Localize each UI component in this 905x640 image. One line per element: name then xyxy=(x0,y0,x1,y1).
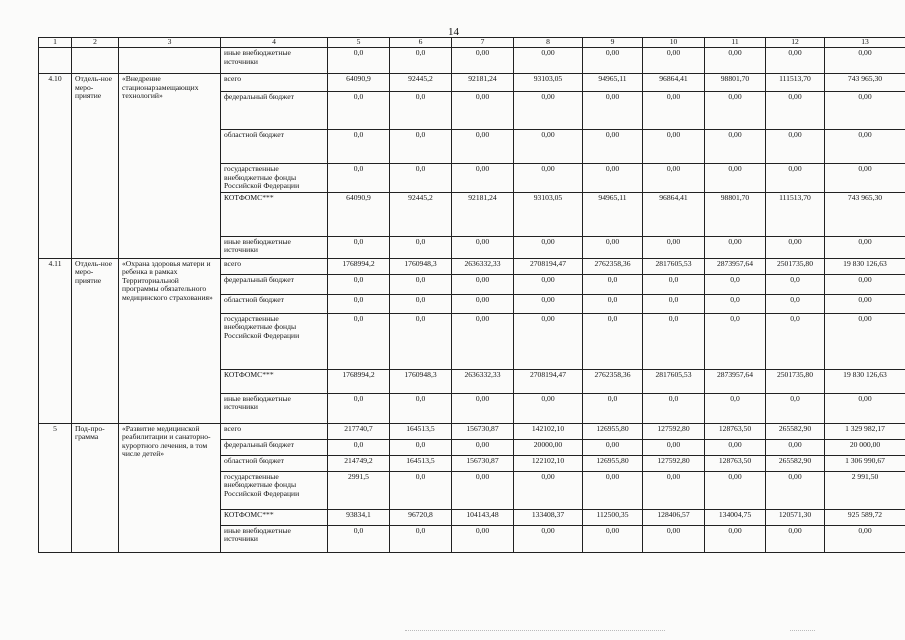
value-cell: 0,00 xyxy=(643,164,705,193)
name-cell: «Внедрение стационарзамещающих технологий» xyxy=(119,74,221,259)
value-cell: 0,00 xyxy=(643,471,705,509)
value-cell: 0,0 xyxy=(766,294,825,313)
table-row xyxy=(39,74,905,92)
value-cell: 0,0 xyxy=(390,130,452,164)
value-cell: 0,00 xyxy=(452,130,514,164)
value-cell: 0,0 xyxy=(390,164,452,193)
value-cell: 0,00 xyxy=(766,164,825,193)
value-cell: 0,0 xyxy=(643,393,705,423)
value-cell: 112500,35 xyxy=(583,509,643,525)
type-cell: Отдель-ное меро-приятие xyxy=(72,258,119,423)
value-cell: 0,00 xyxy=(514,525,583,552)
value-cell: 0,00 xyxy=(452,92,514,130)
value-cell: 0,0 xyxy=(390,92,452,130)
value-cell: 96864,41 xyxy=(643,192,705,236)
value-cell: 64090,9 xyxy=(328,74,390,92)
value-cell: 2 991,50 xyxy=(825,471,905,509)
value-cell: 925 589,72 xyxy=(825,509,905,525)
value-cell: 0,00 xyxy=(514,236,583,258)
value-cell: 2501735,80 xyxy=(766,369,825,393)
value-cell: 0,00 xyxy=(583,48,643,74)
value-cell: 1 329 982,17 xyxy=(825,423,905,439)
code-cell: 5 xyxy=(39,423,72,552)
value-cell: 2991,5 xyxy=(328,471,390,509)
value-cell: 111513,70 xyxy=(766,192,825,236)
value-cell: 2708194,47 xyxy=(514,369,583,393)
value-cell: 0,0 xyxy=(328,525,390,552)
value-cell: 0,0 xyxy=(390,393,452,423)
value-cell: 0,00 xyxy=(514,393,583,423)
source-cell: всего xyxy=(221,74,328,92)
value-cell: 2636332,33 xyxy=(452,369,514,393)
value-cell: 217740,7 xyxy=(328,423,390,439)
value-cell: 0,00 xyxy=(452,236,514,258)
column-number: 8 xyxy=(514,38,583,48)
value-cell: 2762358,36 xyxy=(583,369,643,393)
value-cell: 98801,70 xyxy=(705,74,766,92)
value-cell: 0,0 xyxy=(390,236,452,258)
value-cell: 0,00 xyxy=(643,130,705,164)
value-cell: 0,0 xyxy=(583,294,643,313)
value-cell: 0,0 xyxy=(390,439,452,455)
value-cell: 0,00 xyxy=(583,236,643,258)
value-cell: 0,00 xyxy=(583,92,643,130)
value-cell: 0,00 xyxy=(643,92,705,130)
value-cell: 0,00 xyxy=(514,294,583,313)
source-cell: всего xyxy=(221,258,328,274)
value-cell: 0,00 xyxy=(766,236,825,258)
value-cell: 98801,70 xyxy=(705,192,766,236)
value-cell: 0,0 xyxy=(328,313,390,369)
column-number-row xyxy=(39,38,905,48)
value-cell: 104143,48 xyxy=(452,509,514,525)
column-number: 4 xyxy=(221,38,328,48)
value-cell: 0,00 xyxy=(705,164,766,193)
value-cell: 0,0 xyxy=(390,48,452,74)
value-cell: 0,00 xyxy=(452,439,514,455)
code-cell xyxy=(39,48,72,74)
type-cell xyxy=(72,48,119,74)
scan-artifact xyxy=(790,630,815,631)
value-cell: 0,0 xyxy=(643,294,705,313)
value-cell: 93103,05 xyxy=(514,192,583,236)
value-cell: 94965,11 xyxy=(583,74,643,92)
column-number: 3 xyxy=(119,38,221,48)
table-row xyxy=(39,423,905,439)
value-cell: 0,00 xyxy=(452,48,514,74)
value-cell: 122102,10 xyxy=(514,455,583,471)
value-cell: 0,0 xyxy=(705,294,766,313)
value-cell: 0,00 xyxy=(705,471,766,509)
value-cell: 127592,80 xyxy=(643,423,705,439)
source-cell: областной бюджет xyxy=(221,130,328,164)
value-cell: 0,0 xyxy=(328,130,390,164)
value-cell: 0,0 xyxy=(328,164,390,193)
value-cell: 2817605,53 xyxy=(643,258,705,274)
name-cell: «Охрана здоровья матери и ребенка в рамках Территориальной программы обязательного медицинского страхования» xyxy=(119,258,221,423)
code-cell: 4.11 xyxy=(39,258,72,423)
source-cell: федеральный бюджет xyxy=(221,92,328,130)
column-number: 10 xyxy=(643,38,705,48)
value-cell: 20 000,00 xyxy=(825,439,905,455)
value-cell: 92445,2 xyxy=(390,74,452,92)
value-cell: 1 306 990,67 xyxy=(825,455,905,471)
source-cell: государственные внебюджетные фонды Российской Федерации xyxy=(221,313,328,369)
value-cell: 1760948,3 xyxy=(390,258,452,274)
value-cell: 0,00 xyxy=(643,525,705,552)
column-number: 11 xyxy=(705,38,766,48)
value-cell: 0,0 xyxy=(766,313,825,369)
value-cell: 0,00 xyxy=(766,130,825,164)
value-cell: 92445,2 xyxy=(390,192,452,236)
value-cell: 0,00 xyxy=(583,471,643,509)
value-cell: 0,00 xyxy=(825,294,905,313)
value-cell: 0,0 xyxy=(390,294,452,313)
column-number: 9 xyxy=(583,38,643,48)
value-cell: 156730,87 xyxy=(452,455,514,471)
value-cell: 0,0 xyxy=(705,393,766,423)
column-number: 7 xyxy=(452,38,514,48)
value-cell: 0,00 xyxy=(643,48,705,74)
page-number: 14 xyxy=(448,26,459,38)
value-cell: 0,0 xyxy=(328,274,390,294)
value-cell: 0,0 xyxy=(328,294,390,313)
scan-artifact xyxy=(405,630,665,631)
value-cell: 0,0 xyxy=(390,525,452,552)
value-cell: 128406,57 xyxy=(643,509,705,525)
value-cell: 142102,10 xyxy=(514,423,583,439)
code-cell: 4.10 xyxy=(39,74,72,259)
value-cell: 0,00 xyxy=(514,48,583,74)
value-cell: 0,00 xyxy=(705,525,766,552)
source-cell: иные внебюджетные источники xyxy=(221,525,328,552)
value-cell: 64090,9 xyxy=(328,192,390,236)
value-cell: 0,0 xyxy=(583,313,643,369)
value-cell: 111513,70 xyxy=(766,74,825,92)
value-cell: 2708194,47 xyxy=(514,258,583,274)
value-cell: 0,00 xyxy=(766,439,825,455)
table-row xyxy=(39,48,905,74)
value-cell: 2762358,36 xyxy=(583,258,643,274)
column-number: 1 xyxy=(39,38,72,48)
value-cell: 2873957,64 xyxy=(705,258,766,274)
value-cell: 743 965,30 xyxy=(825,74,905,92)
value-cell: 0,00 xyxy=(705,92,766,130)
value-cell: 214749,2 xyxy=(328,455,390,471)
value-cell: 92181,24 xyxy=(452,192,514,236)
source-cell: государственные внебюджетные фонды Российской Федерации xyxy=(221,164,328,193)
source-cell: областной бюджет xyxy=(221,294,328,313)
value-cell: 19 830 126,63 xyxy=(825,258,905,274)
value-cell: 265582,90 xyxy=(766,423,825,439)
value-cell: 0,0 xyxy=(643,313,705,369)
value-cell: 164513,5 xyxy=(390,455,452,471)
value-cell: 93103,05 xyxy=(514,74,583,92)
value-cell: 0,00 xyxy=(514,274,583,294)
value-cell: 0,00 xyxy=(514,471,583,509)
column-number: 13 xyxy=(825,38,905,48)
value-cell: 0,00 xyxy=(825,236,905,258)
value-cell: 0,00 xyxy=(643,439,705,455)
value-cell: 0,00 xyxy=(452,164,514,193)
source-cell: КОТФОМС*** xyxy=(221,509,328,525)
value-cell: 0,00 xyxy=(514,313,583,369)
value-cell: 0,00 xyxy=(766,48,825,74)
source-cell: иные внебюджетные источники xyxy=(221,48,328,74)
column-number: 2 xyxy=(72,38,119,48)
value-cell: 0,00 xyxy=(766,525,825,552)
value-cell: 0,00 xyxy=(705,130,766,164)
value-cell: 0,0 xyxy=(766,393,825,423)
value-cell: 0,00 xyxy=(452,294,514,313)
source-cell: областной бюджет xyxy=(221,455,328,471)
source-cell: всего xyxy=(221,423,328,439)
value-cell: 0,00 xyxy=(825,164,905,193)
value-cell: 0,00 xyxy=(825,130,905,164)
value-cell: 128763,50 xyxy=(705,455,766,471)
value-cell: 96720,8 xyxy=(390,509,452,525)
value-cell: 0,00 xyxy=(705,236,766,258)
source-cell: федеральный бюджет xyxy=(221,274,328,294)
value-cell: 127592,80 xyxy=(643,455,705,471)
source-cell: государственные внебюджетные фонды Российской Федерации xyxy=(221,471,328,509)
value-cell: 120571,30 xyxy=(766,509,825,525)
source-cell: иные внебюджетные источники xyxy=(221,236,328,258)
type-cell: Отдель-ное меро-приятие xyxy=(72,74,119,259)
value-cell: 0,0 xyxy=(583,393,643,423)
value-cell: 0,00 xyxy=(514,130,583,164)
value-cell: 126955,80 xyxy=(583,455,643,471)
value-cell: 0,00 xyxy=(583,130,643,164)
value-cell: 0,00 xyxy=(452,393,514,423)
value-cell: 0,00 xyxy=(514,92,583,130)
value-cell: 0,0 xyxy=(766,274,825,294)
value-cell: 743 965,30 xyxy=(825,192,905,236)
value-cell: 0,00 xyxy=(766,92,825,130)
value-cell: 0,00 xyxy=(825,313,905,369)
value-cell: 164513,5 xyxy=(390,423,452,439)
value-cell: 1760948,3 xyxy=(390,369,452,393)
value-cell: 0,0 xyxy=(328,439,390,455)
value-cell: 0,0 xyxy=(328,92,390,130)
value-cell: 20000,00 xyxy=(514,439,583,455)
value-cell: 1768994,2 xyxy=(328,258,390,274)
value-cell: 0,00 xyxy=(583,164,643,193)
name-cell xyxy=(119,48,221,74)
value-cell: 0,00 xyxy=(452,471,514,509)
value-cell: 0,0 xyxy=(328,393,390,423)
value-cell: 2817605,53 xyxy=(643,369,705,393)
value-cell: 0,00 xyxy=(643,236,705,258)
column-number: 6 xyxy=(390,38,452,48)
value-cell: 126955,80 xyxy=(583,423,643,439)
value-cell: 0,00 xyxy=(825,274,905,294)
value-cell: 0,0 xyxy=(705,274,766,294)
value-cell: 0,0 xyxy=(328,236,390,258)
value-cell: 0,0 xyxy=(390,471,452,509)
value-cell: 0,00 xyxy=(452,313,514,369)
table-row xyxy=(39,258,905,274)
budget-table xyxy=(38,37,905,553)
source-cell: иные внебюджетные источники xyxy=(221,393,328,423)
value-cell: 0,0 xyxy=(583,274,643,294)
value-cell: 0,0 xyxy=(390,313,452,369)
value-cell: 128763,50 xyxy=(705,423,766,439)
value-cell: 133408,37 xyxy=(514,509,583,525)
value-cell: 0,00 xyxy=(452,525,514,552)
value-cell: 2873957,64 xyxy=(705,369,766,393)
value-cell: 92181,24 xyxy=(452,74,514,92)
column-number: 12 xyxy=(766,38,825,48)
value-cell: 96864,41 xyxy=(643,74,705,92)
value-cell: 0,00 xyxy=(583,525,643,552)
value-cell: 2636332,33 xyxy=(452,258,514,274)
value-cell: 0,00 xyxy=(514,164,583,193)
value-cell: 0,0 xyxy=(705,313,766,369)
value-cell: 94965,11 xyxy=(583,192,643,236)
value-cell: 0,0 xyxy=(390,274,452,294)
value-cell: 2501735,80 xyxy=(766,258,825,274)
value-cell: 0,00 xyxy=(705,439,766,455)
value-cell: 0,00 xyxy=(825,525,905,552)
value-cell: 0,00 xyxy=(583,439,643,455)
source-cell: КОТФОМС*** xyxy=(221,192,328,236)
source-cell: КОТФОМС*** xyxy=(221,369,328,393)
value-cell: 265582,90 xyxy=(766,455,825,471)
value-cell: 0,00 xyxy=(705,48,766,74)
value-cell: 0,0 xyxy=(643,274,705,294)
value-cell: 93834,1 xyxy=(328,509,390,525)
value-cell: 1768994,2 xyxy=(328,369,390,393)
type-cell: Под-про-грамма xyxy=(72,423,119,552)
value-cell: 0,0 xyxy=(328,48,390,74)
value-cell: 19 830 126,63 xyxy=(825,369,905,393)
value-cell: 134004,75 xyxy=(705,509,766,525)
value-cell: 0,00 xyxy=(452,274,514,294)
value-cell: 0,00 xyxy=(825,92,905,130)
value-cell: 156730,87 xyxy=(452,423,514,439)
value-cell: 0,00 xyxy=(766,471,825,509)
name-cell: «Развитие медицинской реабилитации и санаторно-курортного лечения, в том числе детей» xyxy=(119,423,221,552)
source-cell: федеральный бюджет xyxy=(221,439,328,455)
value-cell: 0,00 xyxy=(825,393,905,423)
value-cell: 0,00 xyxy=(825,48,905,74)
column-number: 5 xyxy=(328,38,390,48)
